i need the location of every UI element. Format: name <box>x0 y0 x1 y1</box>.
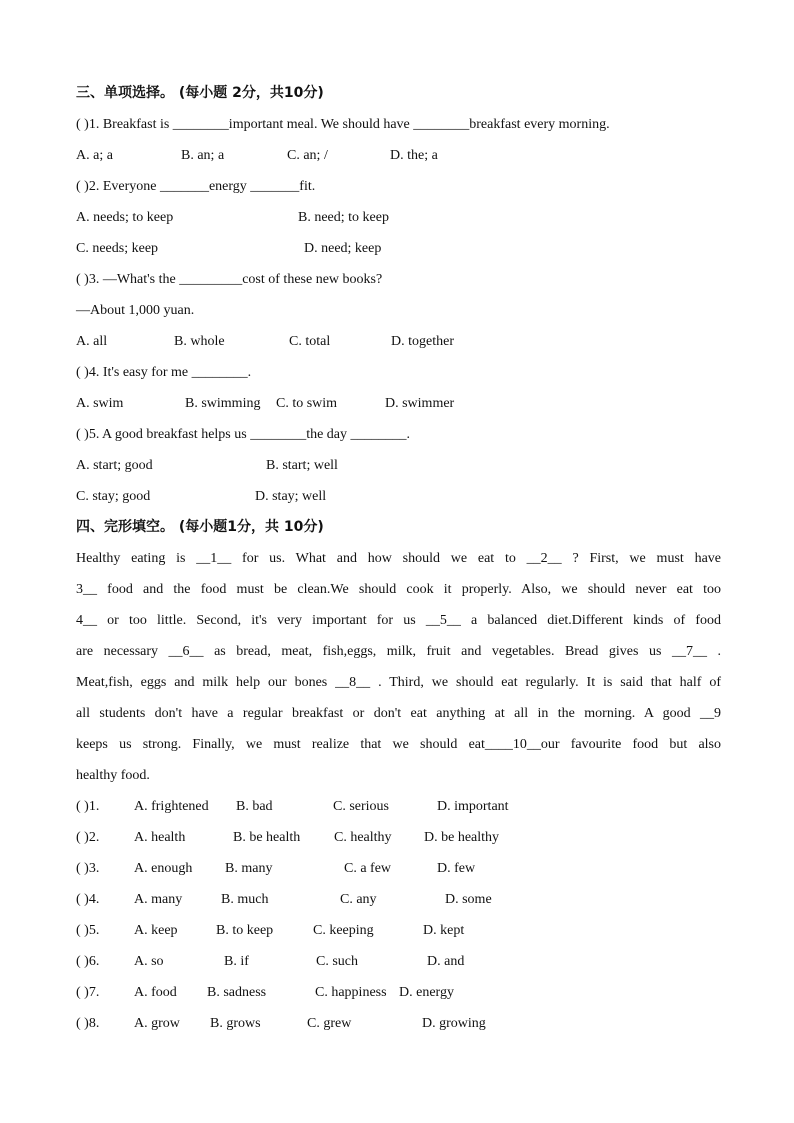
option-d: D. together <box>391 334 454 349</box>
passage-line: 4__ or too little. Second, it's very important for us __5__ a balanced diet.Different kinds of food <box>76 613 721 628</box>
option-a: A. a; a <box>76 148 113 163</box>
passage-line: 3__ food and the food must be clean.We should cook it properly. Also, we should never eat too <box>76 582 721 597</box>
question-number: ( )7. <box>76 985 100 1000</box>
q3-1-stem: ( )1. Breakfast is ________important meal. We should have ________breakfast every morning. <box>76 117 610 132</box>
option-b: B. an; a <box>181 148 225 163</box>
worksheet-page <box>76 78 721 1039</box>
q3-5-stem: ( )5. A good breakfast helps us ________the day ________. <box>76 427 411 442</box>
option-a: A. needs; to keep <box>76 210 174 225</box>
option-a: A. many <box>134 892 183 907</box>
option-d: D. important <box>437 799 509 814</box>
q3-3-options <box>76 326 721 357</box>
section3-title: 三、单项选择。 (每小题 2分，共10分) <box>76 85 324 101</box>
q3-2-options-row2 <box>76 233 721 264</box>
option-b: B. whole <box>174 334 225 349</box>
option-d: D. need; keep <box>304 241 382 256</box>
option-b: B. if <box>224 954 249 969</box>
q3-4-stem: ( )4. It's easy for me ________. <box>76 365 252 380</box>
option-c: C. grew <box>307 1016 352 1031</box>
passage-line: Healthy eating is __1__ for us. What and how should we eat to __2__ ? First, we must have <box>76 551 721 566</box>
option-a: A. all <box>76 334 108 349</box>
option-c: C. needs; keep <box>76 241 159 256</box>
option-b: B. be health <box>233 830 301 845</box>
option-c: C. such <box>316 954 358 969</box>
passage-line: Meat,fish, eggs and milk help our bones __8__ . Third, we should eat regularly. It is said that half of <box>76 675 721 690</box>
cloze-question <box>76 977 721 1008</box>
cloze-question <box>76 822 721 853</box>
option-b: B. start; well <box>266 458 338 473</box>
option-c: C. an; / <box>287 148 328 163</box>
cloze-question <box>76 1008 721 1039</box>
option-b: B. to keep <box>216 923 274 938</box>
option-d: D. stay; well <box>255 489 327 504</box>
option-b: B. need; to keep <box>298 210 389 225</box>
passage-line: are necessary __6__ as bread, meat, fish,eggs, milk, fruit and vegetables. Bread gives us __7__ . <box>76 644 721 659</box>
section4-title: 四、完形填空。 (每小题1分，共 10分) <box>76 519 324 535</box>
option-c: C. stay; good <box>76 489 151 504</box>
q3-1-options <box>76 140 721 171</box>
option-d: D. some <box>445 892 492 907</box>
option-c: C. keeping <box>313 923 374 938</box>
option-d: D. few <box>437 861 476 876</box>
question-number: ( )1. <box>76 799 100 814</box>
option-b: B. bad <box>236 799 273 814</box>
passage-line: all students don't have a regular breakfast or don't eat anything at all in the morning. A good __9 <box>76 706 721 721</box>
q3-5-options-row1 <box>76 450 721 481</box>
option-c: C. serious <box>333 799 389 814</box>
option-c: C. any <box>340 892 377 907</box>
option-d: D. and <box>427 954 465 969</box>
option-a: A. start; good <box>76 458 153 473</box>
option-a: A. so <box>134 954 164 969</box>
passage-last-line: healthy food. <box>76 768 150 783</box>
q3-3-answer-line: —About 1,000 yuan. <box>76 303 195 318</box>
option-b: B. many <box>225 861 273 876</box>
question-number: ( )3. <box>76 861 100 876</box>
question-number: ( )2. <box>76 830 100 845</box>
option-c: C. to swim <box>276 396 338 411</box>
option-c: C. happiness <box>315 985 387 1000</box>
option-b: B. grows <box>210 1016 261 1031</box>
question-number: ( )6. <box>76 954 100 969</box>
option-d: D. the; a <box>390 148 438 163</box>
option-a: A. food <box>134 985 177 1000</box>
question-number: ( )8. <box>76 1016 100 1031</box>
option-d: D. kept <box>423 923 465 938</box>
cloze-question <box>76 791 721 822</box>
option-d: D. growing <box>422 1016 486 1031</box>
q3-5-options-row2 <box>76 481 721 512</box>
q3-2-options-row1 <box>76 202 721 233</box>
option-a: A. swim <box>76 396 124 411</box>
option-a: A. health <box>134 830 186 845</box>
cloze-question <box>76 946 721 977</box>
option-d: D. energy <box>399 985 454 1000</box>
passage-line: keeps us strong. Finally, we must realize that we should eat____10__our favourite food but also <box>76 737 721 752</box>
q3-2-stem: ( )2. Everyone _______energy _______fit. <box>76 179 316 194</box>
option-b: B. sadness <box>207 985 267 1000</box>
option-d: D. be healthy <box>424 830 500 845</box>
option-c: C. a few <box>344 861 392 876</box>
cloze-question <box>76 853 721 884</box>
option-c: C. healthy <box>334 830 392 845</box>
option-a: A. enough <box>134 861 193 876</box>
cloze-question <box>76 915 721 946</box>
question-number: ( )4. <box>76 892 100 907</box>
option-a: A. grow <box>134 1016 180 1031</box>
q3-3-stem: ( )3. —What's the _________cost of these new books? <box>76 272 383 287</box>
option-b: B. much <box>221 892 269 907</box>
cloze-question <box>76 884 721 915</box>
question-number: ( )5. <box>76 923 100 938</box>
option-b: B. swimming <box>185 396 261 411</box>
option-c: C. total <box>289 334 331 349</box>
option-a: A. keep <box>134 923 178 938</box>
option-a: A. frightened <box>134 799 209 814</box>
option-d: D. swimmer <box>385 396 455 411</box>
q3-4-options <box>76 388 721 419</box>
